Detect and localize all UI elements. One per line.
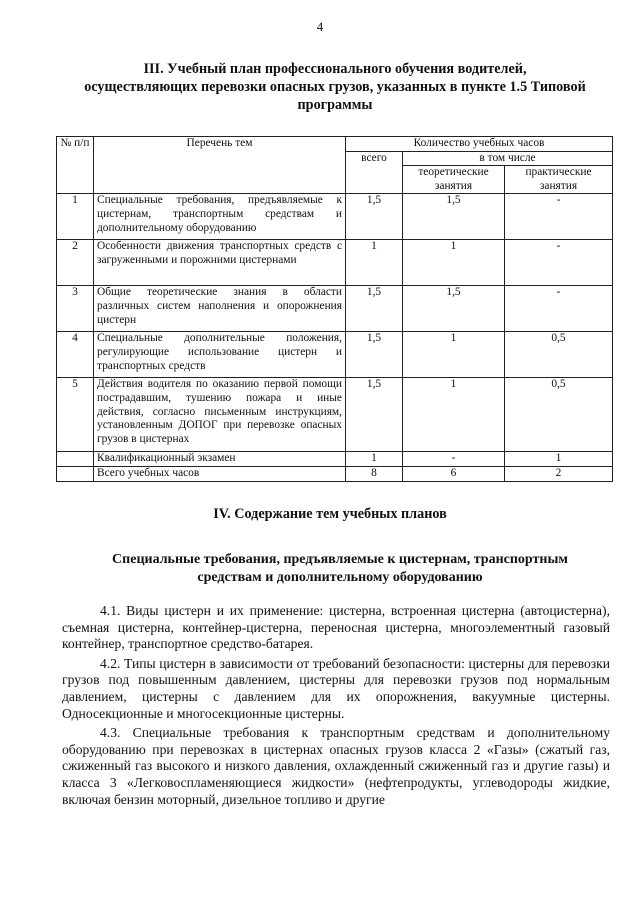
table-row xyxy=(57,332,613,378)
header-topic: Перечень тем xyxy=(94,137,346,194)
section-3-title-line: III. Учебный план профессионального обучения водителей, xyxy=(143,61,527,77)
row-topic: Действия водителя по оказанию первой помощи пострадавшим, тушению пожара и иные действия, согласно письменным инструкциям, установленным ДОПОГ при перевозке опасных грузов в цистернах xyxy=(94,378,346,452)
exam-row xyxy=(57,452,613,467)
subsection-title-line: средствам и дополнительному оборудованию xyxy=(197,570,483,585)
row-topic: Специальные дополнительные положения, регулирующие использование цистерн и транспортных средств xyxy=(94,332,346,378)
exam-label: Квалификационный экзамен xyxy=(94,452,346,467)
row-theory: 1,5 xyxy=(403,286,505,332)
exam-total: 1 xyxy=(346,452,403,467)
row-theory: 1,5 xyxy=(403,194,505,240)
totals-label: Всего учебных часов xyxy=(94,466,346,481)
row-num: 2 xyxy=(57,240,94,286)
row-practice: 0,5 xyxy=(505,332,613,378)
totals-theory: 6 xyxy=(403,466,505,481)
section-4-title: IV. Содержание тем учебных планов xyxy=(213,506,447,522)
row-practice: - xyxy=(505,194,613,240)
row-total: 1,5 xyxy=(346,194,403,240)
header-including: в том числе xyxy=(403,151,613,166)
row-num: 1 xyxy=(57,194,94,240)
row-theory: 1 xyxy=(403,378,505,452)
exam-theory: - xyxy=(403,452,505,467)
header-practice: практические занятия xyxy=(505,166,613,194)
header-hours: Количество учебных часов xyxy=(346,137,613,152)
totals-practice: 2 xyxy=(505,466,613,481)
row-total: 1,5 xyxy=(346,378,403,452)
exam-practice: 1 xyxy=(505,452,613,467)
row-topic: Общие теоретические знания в области различных систем наполнения и опорожнения цистерн xyxy=(94,286,346,332)
totals-total: 8 xyxy=(346,466,403,481)
row-theory: 1 xyxy=(403,332,505,378)
totals-row xyxy=(57,466,613,481)
row-num: 5 xyxy=(57,378,94,452)
row-total: 1,5 xyxy=(346,332,403,378)
row-practice: - xyxy=(505,240,613,286)
subsection-title xyxy=(80,551,600,587)
subsection-title-line: Специальные требования, предъявляемые к цистернам, транспортным xyxy=(112,552,568,567)
page-number: 4 xyxy=(316,19,324,34)
table-row xyxy=(57,240,613,286)
row-practice: - xyxy=(505,286,613,332)
header-theory: теоретические занятия xyxy=(403,166,505,194)
row-num: 3 xyxy=(57,286,94,332)
section-3-title xyxy=(60,60,610,114)
row-total: 1,5 xyxy=(346,286,403,332)
section-3-title-line: программы xyxy=(297,97,373,113)
training-plan-table xyxy=(56,136,613,482)
table-row xyxy=(57,286,613,332)
table-row xyxy=(57,378,613,452)
header-num: № п/п xyxy=(57,137,94,194)
section-3-title-line: осуществляющих перевозки опасных грузов, указанных в пункте 1.5 Типовой xyxy=(84,79,586,95)
body-text xyxy=(62,603,610,811)
row-topic: Особенности движения транспортных средств с загруженными и порожними цистернами xyxy=(94,240,346,286)
row-practice: 0,5 xyxy=(505,378,613,452)
row-topic: Специальные требования, предъявляемые к цистернам, транспортным средствам и дополнительному оборудованию xyxy=(94,194,346,240)
row-num: 4 xyxy=(57,332,94,378)
row-theory: 1 xyxy=(403,240,505,286)
paragraph: 4.1. Виды цистерн и их применение: цистерна, встроенная цистерна (автоцистерна), съемная цистерна, контейнер-цистерна, переносная цистерна, многоэлементный газовый контейнер, транспортное средство-батарея. xyxy=(62,603,610,652)
row-total: 1 xyxy=(346,240,403,286)
table-row xyxy=(57,194,613,240)
paragraph: 4.2. Типы цистерн в зависимости от требований безопасности: цистерны для перевозки грузов под повышенным давлением, цистерны для перевозки грузов под нормальным давлением, цистерны с давлением для их опорожнения, вакуумные цистерны. Односекционные и многосекционные цистерны. xyxy=(62,655,610,721)
header-total: всего xyxy=(346,151,403,194)
paragraph: 4.3. Специальные требования к транспортным средствам и дополнительному оборудованию при перевозках в цистернах опасных грузов класса 2 «Газы» (сжатый газ, сжиженный газ высокого и низкого давления, охлажденный сжиженный газ и другие газы) и класса 3 «Легковоспламеняющиеся жидкости» (нефтепродукты, углеводороды жидкие, включая бензин моторный, дизельное топливо и другие xyxy=(62,725,610,807)
